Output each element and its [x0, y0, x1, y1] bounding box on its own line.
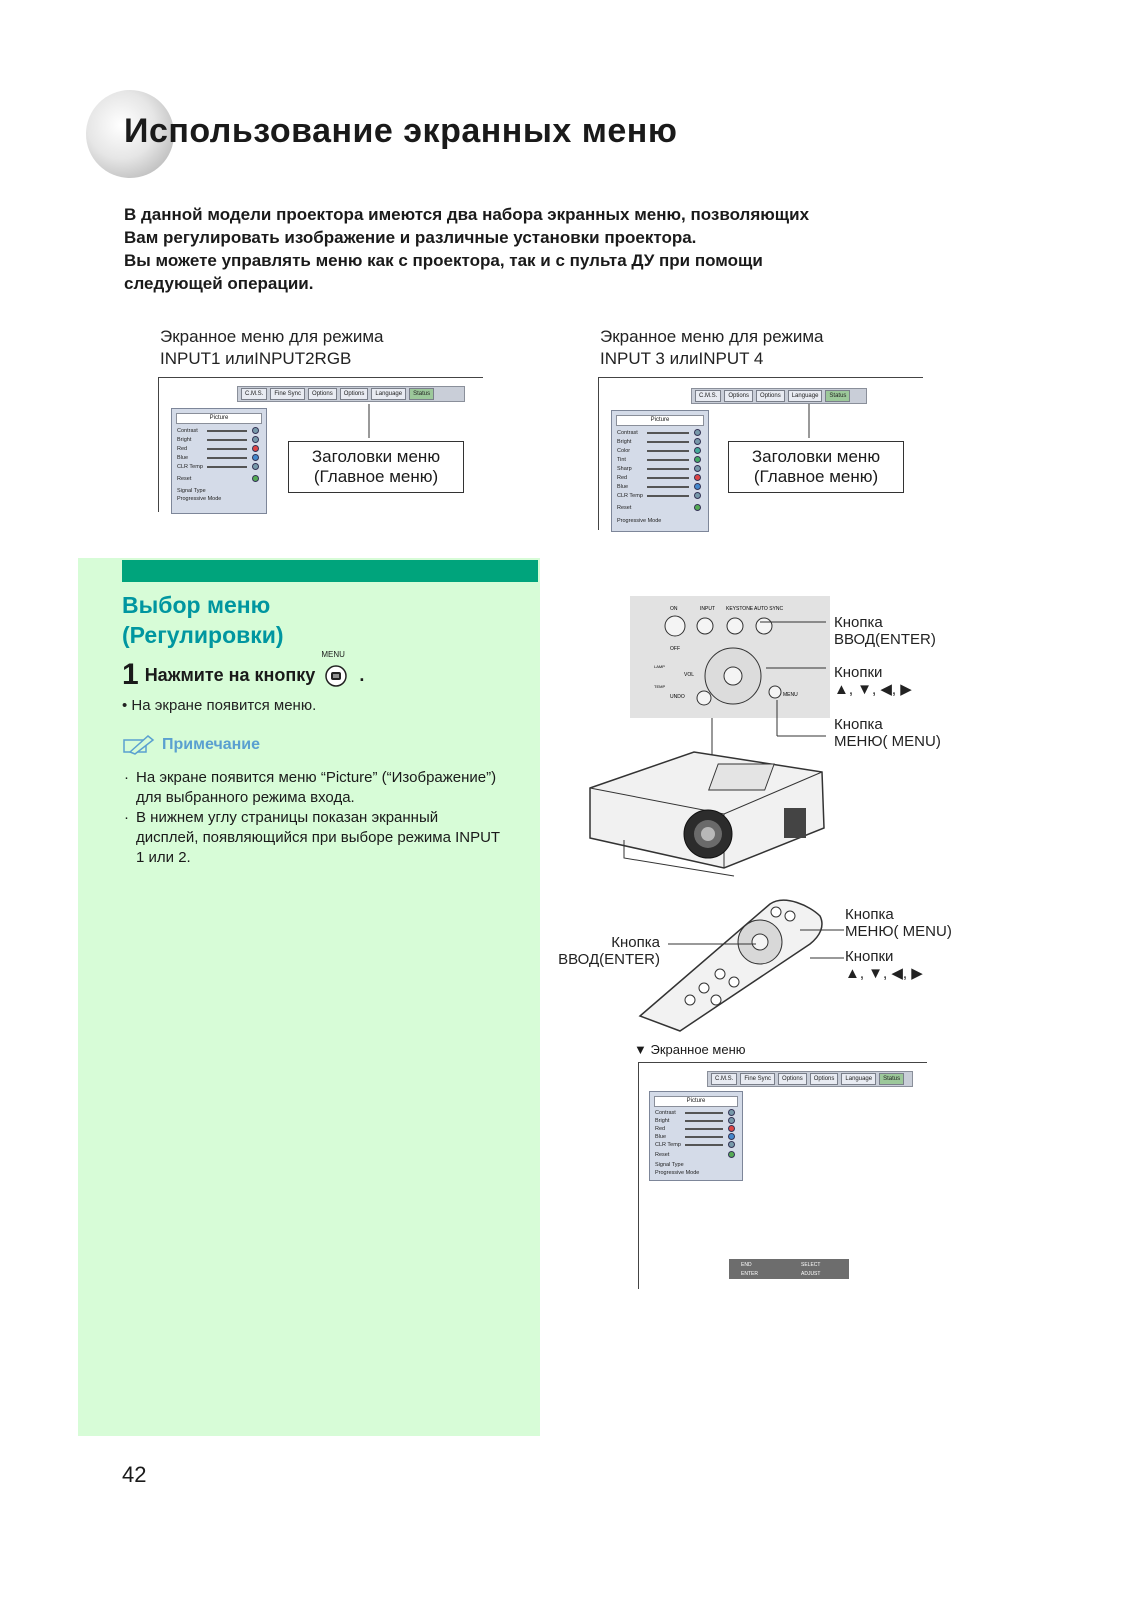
menu-row[interactable]: CLR Temp: [617, 492, 703, 500]
menu-row[interactable]: Red: [617, 474, 703, 482]
menu-row[interactable]: CLR Temp: [177, 463, 261, 471]
guide-bar: END SELECT ENTER ADJUST: [729, 1259, 849, 1279]
callout-text: Заголовки меню: [751, 447, 881, 466]
picture-panel: [649, 1091, 743, 1181]
svg-text:ON: ON: [670, 606, 678, 612]
intro-line: следующей операции.: [124, 274, 314, 293]
projector-illustration: [584, 748, 828, 880]
menu-row[interactable]: Signal Type: [177, 488, 206, 494]
menu-row[interactable]: Sharp: [617, 465, 703, 473]
menu-tab[interactable]: Language: [371, 388, 406, 400]
callout-text: (Главное меню): [753, 467, 879, 486]
menu-row[interactable]: Reset: [177, 475, 261, 483]
remote-enter-callout: Кнопка ВВОД(ENTER): [558, 934, 660, 968]
osd-bottom-screen: [638, 1062, 927, 1289]
osd-left-caption: [160, 326, 383, 370]
menu-row[interactable]: CLR Temp: [655, 1141, 737, 1149]
menu-tab[interactable]: Status: [879, 1073, 904, 1085]
menu-tabs: [707, 1071, 913, 1087]
menu-row[interactable]: Progressive Mode: [655, 1170, 700, 1176]
step-period: .: [359, 664, 365, 685]
panel-title: Picture: [654, 1096, 738, 1107]
osd-bottom-caption: ▼ Экранное меню: [634, 1042, 746, 1057]
note-item: · В нижнем углу страницы показан экранный дисплей, появляющийся при выборе режима INPUT 1 или 2.: [122, 808, 502, 868]
menu-tab[interactable]: Fine Sync: [740, 1073, 775, 1085]
intro-line: Вам регулировать изображение и различные установки проектора.: [124, 228, 697, 247]
remote-menu-callout: Кнопка МЕНЮ( MENU): [845, 906, 952, 940]
menu-row[interactable]: Progressive Mode: [177, 496, 222, 502]
intro-paragraph: [124, 203, 984, 295]
menu-row[interactable]: Contrast: [177, 427, 261, 435]
section-title-line: (Регулировки): [122, 622, 284, 648]
menu-row[interactable]: Signal Type: [655, 1162, 684, 1168]
menu-row[interactable]: Reset: [617, 504, 703, 512]
page-title: Использование экранных меню: [124, 112, 678, 150]
svg-text:LAMP: LAMP: [654, 664, 665, 669]
svg-text:OFF: OFF: [670, 646, 680, 652]
menu-tab[interactable]: Options: [340, 388, 369, 400]
step-note: • На экране появится меню.: [122, 697, 317, 714]
step-text: Нажмите на кнопку: [144, 664, 316, 685]
section-bar: [122, 560, 538, 582]
svg-text:VOL: VOL: [684, 672, 695, 678]
menu-tab[interactable]: Status: [409, 388, 434, 400]
menu-row[interactable]: Color: [617, 447, 703, 455]
menu-row[interactable]: Blue: [617, 483, 703, 491]
svg-text:INPUT: INPUT: [700, 606, 715, 612]
note-item: · На экране появится меню “Picture” (“Изображение”) для выбранного режима входа.: [122, 768, 502, 808]
menu-row[interactable]: Contrast: [655, 1109, 737, 1117]
menu-row[interactable]: Bright: [177, 436, 261, 444]
remote-callout-lines: [660, 922, 850, 962]
panel-title: Picture: [176, 413, 262, 424]
callout-text: Заголовки меню: [311, 447, 441, 466]
menu-row[interactable]: Contrast: [617, 429, 703, 437]
menu-tab[interactable]: Options: [724, 390, 753, 402]
menu-tab[interactable]: C.M.S.: [241, 388, 267, 400]
menu-tab[interactable]: Fine Sync: [270, 388, 305, 400]
osd-right-caption: [600, 326, 823, 370]
menu-row[interactable]: Blue: [655, 1133, 737, 1141]
page-number: 42: [122, 1462, 147, 1487]
caption-line: Экранное меню для режима: [600, 327, 824, 346]
intro-line: В данной модели проектора имеются два набора экранных меню, позволяющих: [124, 205, 810, 224]
svg-text:AUTO SYNC: AUTO SYNC: [754, 606, 784, 612]
menu-button-icon: MENU: [323, 662, 349, 688]
menu-tab[interactable]: Options: [778, 1073, 807, 1085]
note-heading: [122, 734, 260, 756]
section-title: [122, 590, 284, 650]
enter-button-callout: Кнопка ВВОД(ENTER): [834, 614, 936, 648]
menu-row[interactable]: Tint: [617, 456, 703, 464]
menu-tab[interactable]: Language: [841, 1073, 876, 1085]
menu-tab[interactable]: Language: [788, 390, 823, 402]
intro-line: Вы можете управлять меню как с проектора, так и с пульта ДУ при помощи: [124, 251, 763, 270]
menu-row[interactable]: Bright: [655, 1117, 737, 1125]
menu-button-callout: Кнопка МЕНЮ( MENU): [834, 716, 941, 750]
arrow-buttons-callout: Кнопки ▲, ▼, ◀, ▶: [834, 664, 912, 698]
menu-tab[interactable]: Options: [308, 388, 337, 400]
panel-title: Picture: [616, 415, 704, 426]
note-list: [122, 768, 502, 868]
svg-text:KEYSTONE: KEYSTONE: [726, 606, 754, 612]
menu-headings-callout: [288, 441, 464, 493]
menu-tab[interactable]: Status: [825, 390, 850, 402]
menu-tab[interactable]: C.M.S.: [695, 390, 721, 402]
menu-row[interactable]: Red: [655, 1125, 737, 1133]
note-title: Примечание: [162, 736, 261, 753]
caption-line: INPUT1 илиINPUT2RGB: [160, 349, 352, 368]
caption-line: Экранное меню для режима: [160, 327, 384, 346]
menu-tab[interactable]: C.M.S.: [711, 1073, 737, 1085]
step-1: [122, 650, 365, 692]
menu-row[interactable]: Bright: [617, 438, 703, 446]
menu-row[interactable]: Blue: [177, 454, 261, 462]
svg-text:UNDO: UNDO: [670, 694, 685, 700]
step-number: 1: [122, 658, 139, 691]
menu-row[interactable]: Reset: [655, 1151, 737, 1159]
caption-line: INPUT 3 илиINPUT 4: [600, 349, 764, 368]
svg-text:MENU: MENU: [783, 692, 798, 698]
section-title-line: Выбор меню: [122, 592, 271, 618]
menu-tab[interactable]: Options: [810, 1073, 839, 1085]
callout-text: (Главное меню): [313, 467, 439, 486]
menu-row[interactable]: Progressive Mode: [617, 518, 662, 524]
remote-arrows-callout: Кнопки ▲, ▼, ◀, ▶: [845, 948, 923, 982]
svg-text:TEMP: TEMP: [654, 684, 666, 689]
menu-headings-callout: [728, 441, 904, 493]
menu-row[interactable]: Red: [177, 445, 261, 453]
menu-tab[interactable]: Options: [756, 390, 785, 402]
pencil-note-icon: [122, 734, 156, 756]
